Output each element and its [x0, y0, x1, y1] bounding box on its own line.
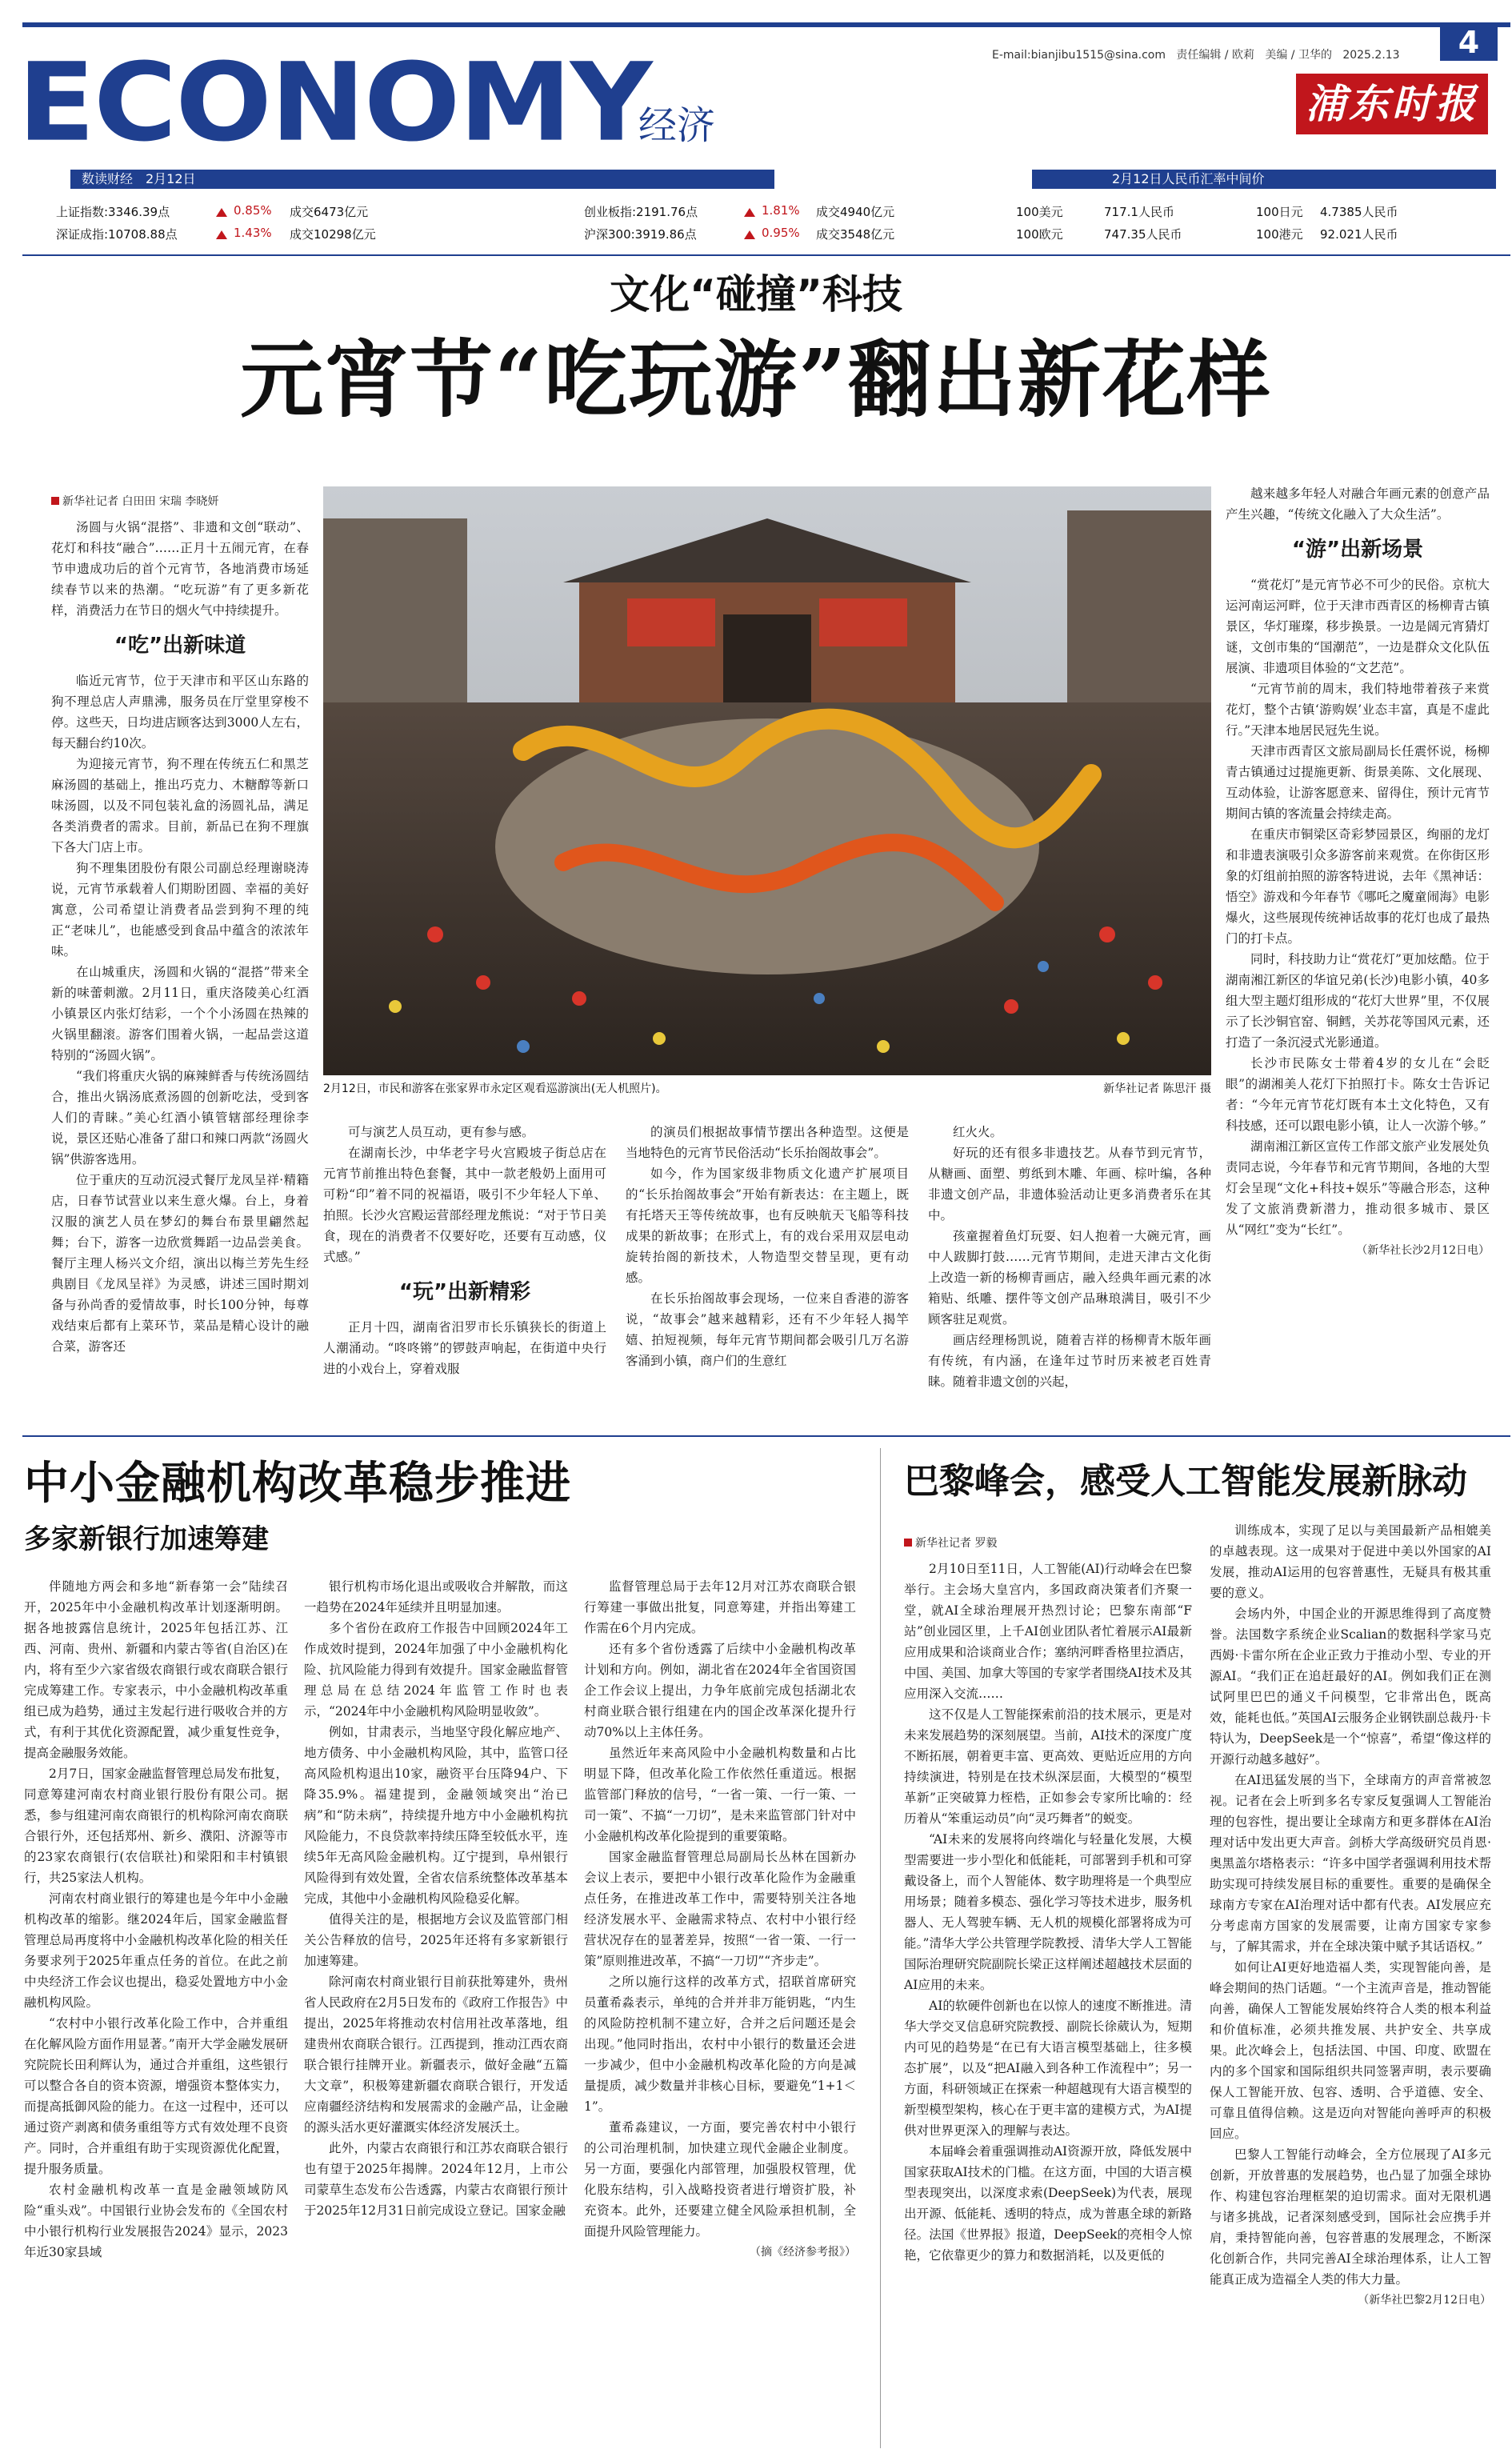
index-row-2: [56, 226, 1016, 245]
story-divider: [880, 1448, 881, 2448]
up-arrow-icon: [744, 230, 755, 239]
market-bar-right: [1032, 170, 1496, 189]
main-col-5b-text: [1226, 574, 1490, 1240]
fx-row-2: [1016, 226, 1496, 245]
caption-text: 2月12日，市民和游客在张家界市永定区观看巡游演出(无人机照片)。: [323, 1082, 667, 1095]
paragraph: “赏花灯”是元宵节必不可少的民俗。京杭大运河南运河畔，位于天津市西青区的杨柳青古镇景区，华灯璀璨，移步换景。一边是阔元宵猜灯谜，文创市集的“国潮范”，一边是群众文化队伍展演、非遗项目体验的“文艺范”。: [1226, 578, 1490, 675]
top-rule: [22, 22, 1510, 27]
byline-text: 新华社记者 白田田 宋瑞 李晓妍: [62, 495, 219, 508]
paragraph: 董希淼建议，一方面，要完善农村中小银行的公司治理机制，加快建立现代金融企业制度。另一方面，要强化内部管理，加强股权管理，优化股东结构，引入战略投资者进行增资扩股，补充资本。此外，还要建立健全风险承担机制，全面提升风险管理能力。: [584, 2120, 856, 2239]
paragraph: 农村金融机构改革一直是金融领域防风险“重头戏”。中国银行业协会发布的《全国农村中小银行机构行业发展报告2024》显示，2023年近30家县域: [24, 2183, 288, 2259]
editor: 责任编辑 / 欧莉: [1176, 49, 1254, 62]
email: E-mail:bianjibu1515@sina.com: [992, 49, 1166, 62]
index-name-2: 沪深300:3919.86点: [584, 227, 697, 242]
paragraph: 狗不理集团股份有限公司副总经理谢晓涛说，元宵节承载着人们期盼团圆、幸福的美好寓意，公司希望让消费者品尝到狗不理的纯正“老味儿”，也能感受到食品中蕴含的浓浓年味。: [51, 861, 309, 958]
paragraph: 天津市西青区文旅局副局长任震怀说，杨柳青古镇通过过提施更新、街景美陈、文化展现、互动体验，让游客愿意来、留得住，预计元宵节期间古镇的客流量会持续走高。: [1226, 744, 1490, 821]
paragraph: 湖南湘江新区宣传工作部文旅产业发展处负责同志说，今年春节和元宵节期间，各地的大型灯会呈现“文化+科技+娱乐”等融合形态，这种发了文旅消费新潜力，推动很多城市、景区从“网红”变为“长红”。: [1226, 1139, 1490, 1237]
fx-rate-2: 4.7385人民币: [1320, 205, 1398, 219]
story2-col-1: [24, 1576, 288, 2448]
story2-col-2: [304, 1576, 568, 2448]
paragraph: 如何让AI更好地造福人类，实现智能向善，是峰会期间的热门话题。“一个主流声音是，推动智能向善，确保人工智能发展始终符合人类的根本利益和价值标准，必须共推发展、共护安全、共享成果。此次峰会上，包括法国、中国、印度、欧盟在内的多个国家和国际组织共同签署声明，表示要确保人工智能开放、包容、透明、合乎道德、安全、可靠且值得信赖。这是迈向对智能向善呼声的积极回应。: [1210, 1960, 1491, 2141]
main-col-2: [323, 1122, 606, 1426]
index-volume-2: 成交4940亿元: [816, 205, 895, 219]
story2-endnote: （摘《经济参考报》）: [750, 2246, 856, 2259]
paragraph: 会场内外，中国企业的开源思维得到了高度赞誉。法国数字系统企业Scalian的数据科学家马克西姆·卡雷尔所在企业正致力于推动小型、专业的开源AI。“我们正在追赶最好的AI。例如我们正在测试阿里巴巴的通义千问模型，它非常出色，既高效，能耗也低。”英国AI云服务企业钢铁副总裁丹·卡特认为，DeepSeek是一个“惊喜”，希望“像这样的开源行动越多越好”。: [1210, 1607, 1491, 1767]
market-bar-left: [70, 170, 774, 189]
paragraph: “AI未来的发展将向终端化与轻量化发展，大模型需要进一步小型化和低能耗，可部署到手机和可穿戴设备上，而个人智能体、数字助理将是一个典型应用场景；随着多模态、强化学习等技术进步，服务机器人、无人驾驶车辆、无人机的规模化部署将成为可能。”清华大学公共管理学院教授、清华大学人工智能国际治理研究院副院长梁正这样阐述超越技术层面的AI应用的未来。: [904, 1832, 1192, 1992]
up-arrow-icon: [216, 230, 227, 239]
index-change: 1.43%: [234, 226, 272, 240]
byline-text: 新华社记者 罗毅: [915, 1537, 998, 1550]
story3-col-2-text: [1210, 1520, 1491, 2290]
main-byline: [51, 491, 309, 512]
paragraph: 本届峰会着重强调推动AI资源开放，降低发展中国家获取AI技术的门槛。在这方面，中国的大语言模型表现突出，以深度求索(DeepSeek)为代表，展现出开源、低能耗、透明的特点，成为普惠全球的新路径。法国《世界报》报道，DeepSeek的亮相令人惊艳，它依靠更少的算力和数据消耗，以及更低的: [904, 2144, 1192, 2263]
paragraph: 越来越多年轻人对融合年画元素的创意产品产生兴趣，“传统文化融入了大众生活”。: [1226, 486, 1490, 522]
paragraph: 多个省份在政府工作报告中回顾2024年工作成效时提到，2024年加强了中小金融机构化险、抗风险能力得到有效提升。国家金融监督管理总局在总结2024年监管工作时也表示，“2024年中小金融机构风险明显收敛”。: [304, 1621, 568, 1719]
subhead-play: “玩”出新精彩: [398, 1280, 531, 1304]
index-volume: 成交10298亿元: [290, 227, 376, 242]
fx-currency-2: 100港元: [1256, 227, 1303, 242]
story3-headline: 巴黎峰会，感受人工智能发展新脉动: [904, 1461, 1467, 1502]
issue-date: 2025.2.13: [1342, 49, 1400, 62]
fx-currency: 100欧元: [1016, 227, 1063, 242]
story2-headline: 中小金融机构改革稳步推进: [24, 1457, 571, 1510]
story3-byline: [904, 1533, 1192, 1554]
paragraph: 此外，内蒙古农商银行和江苏农商联合银行也有望于2025年揭牌。2024年12月，上市公司蒙草生态发布公告透露，内蒙古农商银行预计于2025年12月31日前完成设立登记。国家金融: [304, 2141, 568, 2218]
paragraph: 画店经理杨凯说，随着吉祥的杨柳青木版年画有传统，有内涵，在逢年过节时历来被老百姓青睐。随着非遗文创的兴起，: [928, 1333, 1211, 1389]
main-col-3-text: [626, 1122, 909, 1371]
fx-rate-2: 92.021人民币: [1320, 227, 1398, 242]
subhead-tour: “游”出新场景: [1291, 538, 1424, 562]
paragraph: 正月十四，湖南省汨罗市长乐镇狭长的街道上人潮涌动。“咚咚锵”的锣鼓声响起，在街道中央行进的小戏台上，穿着戏服: [323, 1320, 606, 1376]
paragraph: 在AI迅猛发展的当下，全球南方的声音常被忽视。记者在会上听到多名专家反复强调人工智能治理的包容性，提出要让全球南方和更多群体在AI治理对话中发出更大声音。剑桥大学高级研究员肖恩·奥黑盖尔塔格表示：“许多中国学者强调利用技术帮助实现可持续发展目标的重要性。重要的是确保全球南方专家在AI治理对话中都有代表。AI发展应充分考虑南方国家的发展需要，让南方国家专家参与，了解其需求，并在全球决策中赋予其话语权。”: [1210, 1773, 1491, 1954]
story2-col-1-text: [24, 1576, 288, 2263]
index-change-2: 1.81%: [762, 203, 800, 218]
main-col-1: [51, 491, 309, 1424]
story2-col-2-text: [304, 1576, 568, 2221]
fx-row-1: [1016, 203, 1496, 222]
paragraph: 在重庆市铜梁区奇彩梦园景区，绚丽的龙灯和非遗表演吸引众多游客前来观赏。在你街区形象的灯组前拍照的游客特进说，去年《黑神话：悟空》游戏和今年春节《哪吒之魔童闹海》电影爆火，这些展现传统神话故事的花灯也成了最热门的打卡点。: [1226, 827, 1490, 946]
photo-credit: 新华社记者 陈思汗 摄: [1103, 1082, 1211, 1095]
section-divider: [22, 1435, 1510, 1437]
photo-caption: [323, 1080, 1211, 1098]
byline-marker-icon: [51, 497, 59, 505]
index-row-1: [56, 203, 1016, 222]
fx-rate: 747.35人民币: [1104, 227, 1182, 242]
story3-col-1: [904, 1533, 1192, 2448]
main-col-4: [928, 1122, 1211, 1426]
paragraph: 之所以施行这样的改革方式，招联首席研究员董希淼表示，单纯的合并并非万能钥匙，“内生的风险防控机制不建立好，合并之后问题还是会出现。”他同时指出，农村中小银行的数量还会进一步减少，但中小金融机构改革化险的方向是减量提质，减少数量并非核心目标，要避免“1+1＜1”。: [584, 1975, 856, 2114]
paragraph: AI的软硬件创新也在以惊人的速度不断推进。清华大学交叉信息研究院教授、副院长徐葳认为，短期内可见的趋势是“在已有大语言模型基础上，往多模态扩展”，以及“把AI融入到各种工作流程中”；另一方面，科研领域正在探索一种超越现有大语言模型的新型模型架构，核心在于更丰富的建模方式，为AI提供对世界更深入的理解与表达。: [904, 1999, 1192, 2138]
main-col-5: [1226, 483, 1490, 1424]
main-col-5-text: [1226, 483, 1490, 525]
market-bar-right-label: 2月12日人民币汇率中间价: [1112, 171, 1265, 186]
story3-col-2: [1210, 1520, 1491, 2448]
main-col-4-text: [928, 1122, 1211, 1392]
index-change-2: 0.95%: [762, 226, 800, 240]
byline-marker-icon: [904, 1539, 912, 1547]
fx-currency-2: 100日元: [1256, 205, 1303, 219]
paragraph: 在湖南长沙，中华老字号火宫殿坡子街总店在元宵节前推出特色套餐，其中一款老般奶上面用可可粉“印”着不同的祝福语，吸引不少年轻人下单、拍照。长沙火宫殿运营部经理龙熊说：“对于节日美食，现在的消费者不仅要好吃，还要有互动感，仪式感。”: [323, 1146, 606, 1264]
page-number: 4: [1440, 22, 1498, 61]
paragraph: “农村中小银行改革化险工作中，合并重组在化解风险方面作用显著。”南开大学金融发展研究院院长田利辉认为，通过合并重组，这些银行可以整合各自的资本资源，增强资本整体实力，而提高抵御风险的能力。在这一过程中，还可以通过资产剥离和债务重组等方式有效处理不良资产。同时，合并重组有助于实现资源优化配置，提升服务质量。: [24, 2016, 288, 2176]
main-col-2-text: [323, 1122, 606, 1267]
paragraph: 汤圆与火锅“混搭”、非遗和文创“联动”、花灯和科技“融合”……正月十五闹元宵，在春节申遗成功后的首个元宵节，各地消费市场延续春节以来的热潮。“吃玩游”有了更多新花样，消费活力在节日的烟火气中持续提升。: [51, 520, 309, 618]
paragraph: 的演员们根据故事情节摆出各种造型。这便是当地特色的元宵节民俗活动“长乐抬阁故事会”。: [626, 1125, 909, 1160]
paragraph: 监督管理总局于去年12月对江苏农商联合银行筹建一事做出批复，同意筹建，并指出筹建工作需在6个月内完成。: [584, 1579, 856, 1635]
story3-col-1-text: [904, 1559, 1192, 2266]
story2-col-3-text: [584, 1576, 856, 2242]
up-arrow-icon: [216, 208, 227, 217]
up-arrow-icon: [744, 208, 755, 217]
masthead-meta: [992, 46, 1400, 62]
paragraph: 红火火。: [953, 1125, 1003, 1139]
paper-logo-text: 浦东时报: [1306, 80, 1478, 127]
paragraph: 同时，科技助力让“赏花灯”更加炫酷。位于湖南湘江新区的华谊兄弟(长沙)电影小镇，40多组大型主题灯组形成的“花灯大世界”里，不仅展示了长沙铜官窑、铜鳕，关苏花等国风元素，还打造了一条沉浸式光影通道。: [1226, 952, 1490, 1050]
paragraph: 虽然近年来高风险中小金融机构数量和占比明显下降，但改革化险工作依然任重道远。根据监管部门释放的信号，“一省一策、一行一策、一司一策”、不搞“一刀切”，是未来监管部门针对中小金融机构改革化险提到的重要策略。: [584, 1746, 856, 1843]
section-title-en: ECONOMY: [18, 40, 651, 166]
main-col-2b-text: [323, 1317, 606, 1379]
paragraph: 孩童握着鱼灯玩耍、妇人抱着一大碗元宵，画中人跋脚打鼓……元宵节期间，走进天津古文化街上改造一新的杨柳青画店，融入经典年画元素的冰箱贴、纸雕、摆件等文创产品琳琅满目，吸引不少顾客驻足观赏。: [928, 1229, 1211, 1327]
paragraph: 可与演艺人员互动，更有参与感。: [348, 1125, 534, 1139]
paragraph: 为迎接元宵节，狗不理在传统五仁和黑芝麻汤圆的基础上，推出巧克力、木糖醇等新口味汤圆，以及不同包装礼盒的汤圆礼品，满足各类消费者的需求。目前，新品已在狗不理旗下各大门店上市。: [51, 757, 309, 854]
main-kicker: 文化“碰撞”科技: [610, 271, 902, 318]
paragraph: “我们将重庆火锅的麻辣鲜香与传统汤圆结合，推出火锅汤底煮汤圆的创新吃法，受到客人们的青睐。”美心红酒小镇管辖部经理徐李说，景区还贴心准备了甜口和辣口两款“汤圆火锅”供游客选用。: [51, 1069, 309, 1166]
designer: 美编 / 卫华的: [1265, 49, 1332, 62]
paragraph: “元宵节前的周末，我们特地带着孩子来赏花灯，整个古镇‘游购娱’业态丰富，真是不虚此行。”天津本地居民冠先生说。: [1226, 682, 1490, 738]
paragraph: 训练成本，实现了足以与美国最新产品相媲美的卓越表现。这一成果对于促进中美以外国家的AI发展，推动AI运用的包容普惠性，无疑具有极其重要的意义。: [1210, 1523, 1491, 1600]
paragraph: 例如，甘肃表示，当地坚守段化解应地产、地方债务、中小金融机构风险，其中，监管口径高风险机构退出10家，融资平台压降94户、下降35.9%。福建提到，金融领域突出“治已病”和“防未病”，持续提升地方中小金融机构抗风险能力，不良贷款率持续压降至较低水平，连续5年无高风险金融机构。辽宁提到，阜州银行风险得到有效处置，全省农信系统整体改革基本完成，其他中小金融机构风险稳妥化解。: [304, 1725, 568, 1906]
paragraph: 如今，作为国家级非物质文化遗产扩展项目的“长乐抬阁故事会”开始有新表达：在主题上，既有托塔天王等传统故事，也有反映航天飞船等科技成果的新故事；在形式上，有的戏台采用双层电动旋转抬阁的新技术，人物造型交替呈现，更有动感。: [626, 1166, 909, 1285]
paragraph: 这不仅是人工智能探索前沿的技术展示，更是对未来发展趋势的深刻展望。当前，AI技术的深度广度不断拓展，朝着更丰富、更高效、更贴近应用的方向持续演进，特别是在技术纵深层面，大模型的“模型革新”正突破算力桎梏，正如参会专家所比喻的：经历着从“笨重运动员”向“灵巧舞者”的蜕变。: [904, 1707, 1192, 1826]
story2-subheadline: 多家新银行加速筹建: [24, 1523, 269, 1555]
main-headline: 元宵节“吃玩游”翻出新花样: [240, 330, 1272, 429]
story2-col-3: [584, 1576, 856, 2448]
index-volume-2: 成交3548亿元: [816, 227, 895, 242]
main-col-3: [626, 1122, 909, 1426]
paragraph: 好玩的还有很多非遗技艺。从春节到元宵节，从糖画、面塑、剪纸到木雕、年画、棕叶编，各种非遗文创产品，非遗体验活动让更多消费者乐在其中。: [928, 1146, 1211, 1222]
paragraph: 值得关注的是，根据地方会议及监管部门相关公告释放的信号，2025年还将有多家新银行加速筹建。: [304, 1912, 568, 1968]
paragraph: 长沙市民陈女士带着4岁的女儿在“会眨眼”的湖湘美人花灯下拍照打卡。陈女士告诉记者：“今年元宵节花灯既有本土文化特色，又有科技感，还可以跟电影小镇，让人一次游个够。”: [1226, 1056, 1490, 1133]
index-change: 0.85%: [234, 203, 272, 218]
subhead-eat: “吃”出新味道: [114, 634, 246, 658]
paragraph: 2月10日至11日，人工智能(AI)行动峰会在巴黎举行。主会场大皇宫内，多国政商决策者们齐聚一堂，就AI全球治理展开热烈讨论；巴黎东南部“F站”创业园区里，上千AI创业团队者忙着展示AI最新应用成果和洽谈商业合作；塞纳河畔香格里拉酒店，中国、美国、加拿大等国的专家学者围绕AI技术及其应用深入交流……: [904, 1562, 1192, 1701]
festival-photo-illustration: [323, 486, 1211, 1075]
paragraph: 银行机构市场化退出或吸收合并解散，而这一趋势在2024年延续并且明显加速。: [304, 1579, 568, 1615]
paragraph: 临近元宵节，位于天津市和平区山东路的狗不理总店人声鼎沸，服务员在厅堂里穿梭不停。这些天，日均进店顾客达到3000人左右，每天翻台约10次。: [51, 674, 309, 750]
market-bar-left-label: 数读财经 2月12日: [82, 171, 196, 186]
paragraph: 还有多个省份透露了后续中小金融机构改革计划和方向。例如，湖北省在2024年全省国资国企工作会议上提出，力争年底前完成包括湖北农村商业联合银行组建在内的国企改革深化提升行动70%以上主体任务。: [584, 1642, 856, 1739]
paragraph: 伴随地方两会和多地“新春第一会”陆续召开，2025年中小金融机构改革计划逐渐明朗。据各地披露信息统计，2025年包括江苏、江西、河南、贵州、新疆和内蒙古等省(自治区)在内，将有至少六家省级农商银行或农商联合银行完成筹建工作。专家表示，中小金融机构改革重组已成为趋势，通过主发起行进行吸收合并的方式，有利于其优化资源配置，减少重复性竞争，提高金融服务效能。: [24, 1579, 288, 1760]
main-endnote: （新华社长沙2月12日电）: [1356, 1244, 1490, 1257]
paper-logo: [1296, 74, 1488, 134]
story3-endnote: （新华社巴黎2月12日电）: [1358, 2294, 1491, 2307]
index-volume: 成交6473亿元: [290, 205, 369, 219]
fx-currency: 100美元: [1016, 205, 1063, 219]
paragraph: 巴黎人工智能行动峰会，全方位展现了AI多元创新，开放普惠的发展趋势，也凸显了加强全球协作、构建包容治理框架的迫切需求。面对无限机遇与诸多挑战，记者深刻感受到，国际社会应携手并肩，秉持智能向善，包容普惠的发展理念，不断深化创新合作，共同完善AI全球治理体系，让人工智能真正成为造福全人类的伟大力量。: [1210, 2147, 1491, 2287]
index-name: 上证指数:3346.39点: [56, 205, 170, 219]
index-name-2: 创业板指:2191.76点: [584, 205, 698, 219]
festival-photo: [323, 486, 1211, 1075]
paragraph: 除河南农村商业银行目前获批筹建外，贵州省人民政府在2月5日发布的《政府工作报告》中提出，2025年将推动农村信用社改革落地，组建贵州农商联合银行。江西提到，推动江西农商联合银行挂牌开业。新疆表示，做好金融“五篇大文章”，积极筹建新疆农商联合银行，开发适应南疆经济结构和发展需求的金融产品，让金融的源头活水更好灌溉实体经济发展沃土。: [304, 1975, 568, 2135]
fx-rate: 717.1人民币: [1104, 205, 1174, 219]
paragraph: 2月7日，国家金融监督管理总局发布批复，同意筹建河南农村商业银行股份有限公司。据悉，参与组建河南农商银行的机构除河南农商联合银行外，还包括郑州、新乡、濮阳、济源等市的23家农商银行(农信联社)和梁阳和丰村镇银行，共25家法人机构。: [24, 1767, 288, 1885]
main-col-1-text: [51, 517, 309, 621]
paragraph: 在山城重庆，汤圆和火锅的“混搭”带来全新的味蕾刺激。2月11日，重庆洛陵美心红酒小镇景区内张灯结彩，一个个小汤圆在热辣的火锅里翻滚。游客们围着火锅，一起品尝这道特别的“汤圆火锅”。: [51, 965, 309, 1062]
paragraph: 位于重庆的互动沉浸式餐厅龙凤呈祥·精籍店，日春节试营业以来生意火爆。台上，身着汉服的演艺人员在梦幻的舞台布景里翩然起舞；台下，游客一边欣赏舞蹈一边品尝美食。餐厅主理人杨兴文介绍，演出以梅兰芳先生经典剧目《龙凤呈祥》为灵感，讲述三国时期刘备与孙尚香的爱情故事，时长100分钟，每尊戏结束后都有上菜环节，菜品是精心设计的融合菜，游客还: [51, 1173, 309, 1354]
paragraph: 河南农村商业银行的筹建也是今年中小金融机构改革的缩影。继2024年后，国家金融监督管理总局再度将中小金融机构改革化险的相关任务要求列于2025年重点任务的首位。在此之前中央经济工作会议也提出，稳妥处置地方中小金融机构风险。: [24, 1891, 288, 2010]
market-divider: [22, 254, 1510, 256]
main-col-1b-text: [51, 670, 309, 1357]
section-title-cn: 经济: [638, 103, 716, 148]
index-name: 深证成指:10708.88点: [56, 227, 178, 242]
paragraph: 国家金融监督管理总局副局长丛林在国新办会议上表示，要把中小银行改革化险作为金融重点任务，在推进改革工作中，需要特别关注各地经济发展水平、金融需求特点、农村中小银行经营状况存在的显著差异，按照“一省一策、一行一策”原则推进改革，不搞“一刀切”“齐步走”。: [584, 1850, 856, 1968]
paragraph: 在长乐抬阁故事会现场，一位来自香港的游客说，“故事会”越来越精彩，还有不少年轻人揭竿嬉、拍短视频，每年元宵节期间都会吸引几万名游客涌到小镇，商户们的生意红: [626, 1291, 909, 1368]
